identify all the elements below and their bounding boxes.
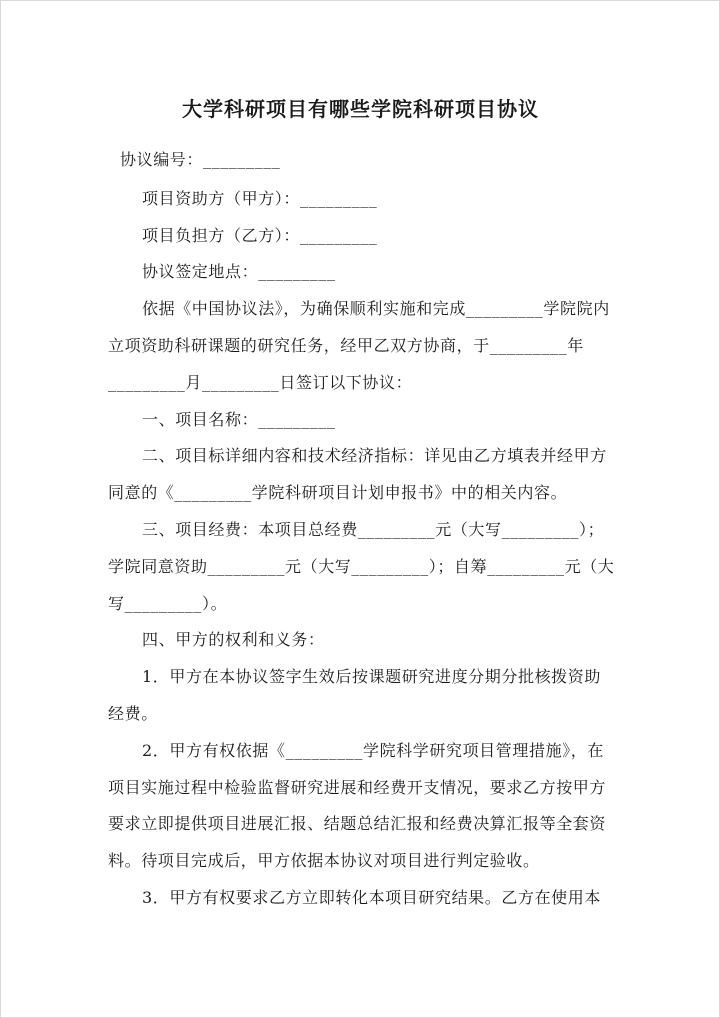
paragraph-line: 学院同意资助_________元（大写_________）；自筹_________元（大 xyxy=(108,556,615,576)
paragraph-line: 立项资助科研课题的研究任务，经甲乙双方协商，于_________年 xyxy=(108,335,584,355)
paragraph-line: 1．甲方在本协议签字生效后按课题研究进度分期分批核拨资助 xyxy=(142,667,601,687)
signing-place-line: 协议签定地点：_________ xyxy=(142,262,336,282)
paragraph-line: _________月_________日签订以下协议： xyxy=(108,372,413,392)
paragraph-line: 要求立即提供项目进展汇报、结题总结汇报和经费决算汇报等全套资 xyxy=(108,814,607,834)
paragraph-line: 依据《中国协议法》，为确保顺利实施和完成_________学院院内 xyxy=(142,299,610,319)
paragraph-line: 3．甲方有权要求乙方立即转化本项目研究结果。乙方在使用本 xyxy=(142,887,601,907)
paragraph-line: 二、项目标详细内容和技术经济指标：详见由乙方填表并经甲方 xyxy=(142,446,607,466)
paragraph-line: 写_________）。 xyxy=(108,593,228,613)
section-heading: 四、甲方的权利和义务： xyxy=(142,630,325,650)
paragraph-line: 经费。 xyxy=(108,703,158,723)
paragraph-line: 三、项目经费：本项目总经费_________元（大写_________）； xyxy=(142,519,605,539)
paragraph-line: 同意的《_________学院科研项目计划申报书》中的相关内容。 xyxy=(108,483,568,503)
paragraph-line: 项目实施过程中检验监督研究进展和经费开支情况，要求乙方按甲方 xyxy=(108,777,607,797)
page-title: 大学科研项目有哪些学院科研项目协议 xyxy=(182,97,539,121)
paragraph-line: 2．甲方有权依据《_________学院科学研究项目管理措施》，在 xyxy=(142,740,604,760)
party-b-line: 项目负担方（乙方）：_________ xyxy=(142,225,378,245)
agreement-number-line: 协议编号：_________ xyxy=(120,150,281,169)
party-a-line: 项目资助方（甲方）：_________ xyxy=(142,188,378,208)
document-body xyxy=(108,96,613,917)
paragraph-line: 料。待项目完成后，甲方依据本协议对项目进行判定验收。 xyxy=(108,851,540,871)
section-heading: 一、项目名称：_________ xyxy=(142,409,336,429)
